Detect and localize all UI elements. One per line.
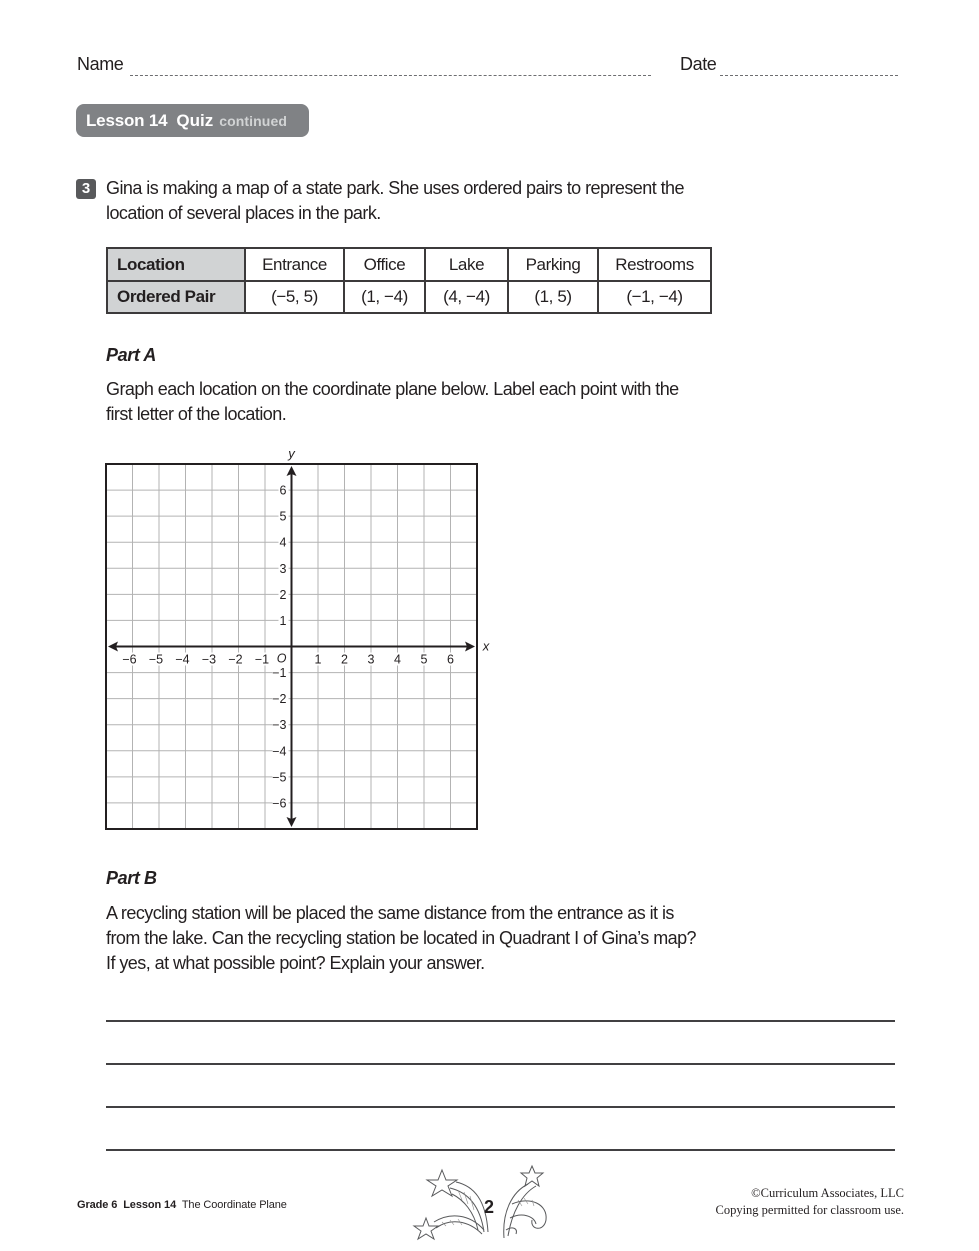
- y-tick-label: −2: [272, 692, 287, 707]
- y-tick-label: −3: [272, 718, 287, 733]
- y-tick-label: 5: [279, 509, 287, 524]
- y-tick-label: 2: [279, 587, 287, 602]
- table-cell-ordered-pair: (1, −4): [344, 281, 425, 313]
- table-cell-location: Lake: [425, 248, 508, 281]
- y-tick-label: −5: [272, 770, 287, 785]
- copyright-notice: [715, 1185, 904, 1219]
- x-tick-label: 6: [447, 652, 454, 667]
- footer-topic: The Coordinate Plane: [181, 1199, 287, 1211]
- table-cell-location: Entrance: [245, 248, 344, 281]
- table-row-location: [107, 248, 711, 281]
- question-text: [106, 176, 684, 226]
- y-tick-label: 4: [279, 535, 287, 550]
- table-cell-ordered-pair: (−5, 5): [245, 281, 344, 313]
- y-tick-label: 6: [279, 483, 287, 498]
- answer-line[interactable]: [106, 1063, 895, 1065]
- part-b-text-line: If yes, at what possible point? Explain your answer.: [106, 953, 485, 973]
- x-tick-label: −1: [254, 652, 270, 667]
- table-cell-location: Restrooms: [598, 248, 711, 281]
- badge-lesson: Lesson 14: [86, 110, 168, 130]
- table-cell-ordered-pair: (−1, −4): [598, 281, 711, 313]
- row-header-location: Location: [107, 248, 245, 281]
- table-cell-ordered-pair: (1, 5): [508, 281, 598, 313]
- footer-grade: Grade 6: [77, 1199, 118, 1211]
- question-text-line: location of several places in the park.: [106, 203, 381, 223]
- page-number: 2: [484, 1197, 495, 1217]
- answer-line[interactable]: [106, 1106, 895, 1108]
- table-row-ordered-pair: [107, 281, 711, 313]
- y-tick-label: −6: [272, 796, 287, 811]
- origin-label: O: [276, 651, 287, 666]
- name-field[interactable]: [130, 75, 651, 76]
- part-b-question: [106, 901, 696, 976]
- badge-status: continued: [219, 112, 287, 129]
- part-b-heading: Part B: [106, 868, 157, 888]
- lesson-quiz-badge: [76, 104, 309, 137]
- copyright-line: ©Curriculum Associates, LLC: [751, 1186, 904, 1200]
- y-tick-label: 3: [279, 561, 287, 576]
- question-text-line: Gina is making a map of a state park. She uses ordered pairs to represent the: [106, 178, 684, 198]
- x-tick-label: −3: [201, 652, 217, 667]
- row-header-ordered-pair: Ordered Pair: [107, 281, 245, 313]
- part-a-instructions: [106, 377, 679, 427]
- x-tick-label: −4: [175, 652, 190, 667]
- x-tick-label: −6: [122, 652, 137, 667]
- date-label: Date: [680, 54, 717, 74]
- coordinate-plane[interactable]: [100, 440, 500, 840]
- x-tick-label: −2: [228, 652, 243, 667]
- x-axis-label: x: [482, 638, 490, 654]
- footer-lesson: Lesson 14: [123, 1199, 177, 1211]
- table-cell-ordered-pair: (4, −4): [425, 281, 508, 313]
- badge-type: Quiz: [176, 110, 214, 130]
- part-a-text-line: first letter of the location.: [106, 404, 287, 424]
- answer-line[interactable]: [106, 1020, 895, 1022]
- x-tick-label: 2: [341, 652, 348, 667]
- name-label: Name: [77, 54, 124, 74]
- question-number: 3: [76, 179, 96, 199]
- x-tick-label: −5: [148, 652, 164, 667]
- y-axis-label: y: [288, 446, 295, 461]
- part-b-text-line: A recycling station will be placed the same distance from the entrance as it is: [106, 903, 674, 923]
- table-cell-location: Office: [344, 248, 425, 281]
- copyright-line: Copying permitted for classroom use.: [715, 1203, 904, 1217]
- x-tick-label: 5: [420, 652, 428, 667]
- date-field[interactable]: [720, 75, 898, 76]
- x-tick-label: 1: [314, 652, 322, 667]
- x-tick-label: 3: [367, 652, 375, 667]
- footer-course-info: [77, 1199, 287, 1211]
- part-b-text-line: from the lake. Can the recycling station be located in Quadrant I of Gina’s map?: [106, 928, 697, 948]
- x-tick-label: 4: [394, 652, 401, 667]
- table-cell-location: Parking: [508, 248, 598, 281]
- part-a-heading: Part A: [106, 345, 156, 365]
- answer-line[interactable]: [106, 1149, 895, 1151]
- y-tick-label: −4: [272, 744, 287, 759]
- locations-table: [106, 247, 712, 314]
- y-tick-label: −1: [272, 666, 287, 681]
- y-tick-label: 1: [279, 613, 287, 628]
- part-a-text-line: Graph each location on the coordinate plane below. Label each point with the: [106, 379, 679, 399]
